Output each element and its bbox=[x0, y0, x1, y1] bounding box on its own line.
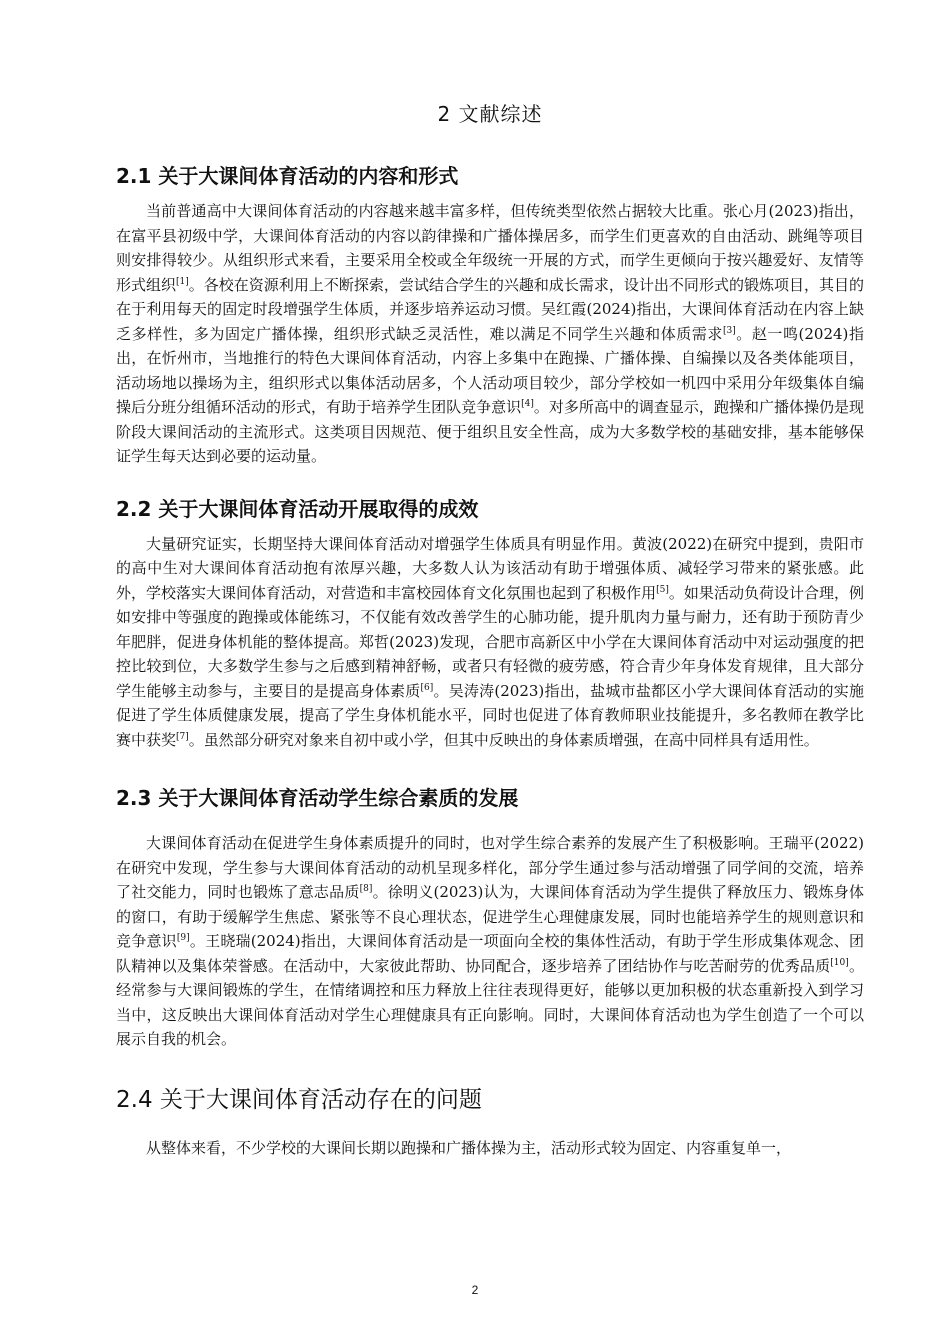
page-content bbox=[116, 98, 864, 1184]
citation-marker: [9] bbox=[176, 933, 190, 943]
section-2-1 bbox=[116, 160, 864, 469]
section-title: 2.3 关于大课间体育活动学生综合素质的发展 bbox=[116, 786, 519, 810]
paragraph-text: 大量研究证实，长期坚持大课间体育活动对增强学生体质具有明显作用。黄波(2022)在研究中提到，贵阳市的高中生对大课间体育活动抱有浓厚兴趣，大多数人认为该活动有助于增强体质、减轻学习带来的紧张感。此外，学校落实大课间体育活动，对营造和丰富校园体育文化氛围也起到了积极作用 bbox=[116, 534, 864, 602]
page-number: 2 bbox=[471, 1283, 479, 1297]
section-paragraph bbox=[116, 831, 864, 1052]
section-2-3 bbox=[116, 782, 864, 1052]
paragraph-text: 。王晓瑞(2024)指出，大课间体育活动是一项面向全校的集体性活动，有助于学生形成集体观念、团队精神以及集体荣誉感。在活动中，大家彼此帮助、协同配合，逐步培养了团结协作与吃苦耐劳的优秀品质 bbox=[116, 932, 864, 975]
paragraph-text: 。经常参与大课间锻炼的学生，在情绪调控和压力释放上往往表现得更好，能够以更加积极的状态重新投入到学习当中，这反映出大课间体育活动对学生心理健康具有正向影响。同时，大课间体育活动也为学生创造了一个可以展示自我的机会。 bbox=[116, 956, 864, 1048]
paragraph-text: 。虽然部分研究对象来自初中或小学，但其中反映出的身体素质增强，在高中同样具有适用性。 bbox=[188, 730, 819, 749]
citation-marker: [8] bbox=[359, 884, 373, 894]
paragraph-text: 。各校在资源利用上不断探索，尝试结合学生的兴趣和成长需求，设计出不同形式的锻炼项目，其目的在于利用每天的固定时段增强学生体质，并逐步培养运动习惯。吴红霞(2024)指出，大课间体育活动在内容上缺乏多样性，多为固定广播体操，组织形式缺乏灵活性，难以满足不同学生兴趣和体质需求 bbox=[116, 275, 864, 343]
paragraph-text: 当前普通高中大课间体育活动的内容越来越丰富多样，但传统类型依然占据较大比重。张心月(2023)指出，在富平县初级中学，大课间体育活动的内容以韵律操和广播体操居多，而学生们更喜欢的自由活动、跳绳等项目则安排得较少。从组织形式来看，主要采用全校或全年级统一开展的方式，而学生更倾向于按兴趣爱好、友情等形式组织 bbox=[116, 202, 864, 294]
citation-marker: [10] bbox=[830, 957, 849, 968]
section-title: 2.1 关于大课间体育活动的内容和形式 bbox=[116, 164, 459, 188]
paragraph-text: 。吴涛涛(2023)指出，盐城市盐都区小学大课间体育活动的实施促进了学生体质健康发展，提高了学生身体机能水平，同时也促进了体育教师职业技能提升，多名教师在教学比赛中获奖 bbox=[116, 681, 864, 749]
section-title: 2.2 关于大课间体育活动开展取得的成效 bbox=[116, 496, 479, 521]
section-paragraph bbox=[116, 199, 864, 469]
citation-marker: [3] bbox=[722, 325, 736, 336]
paragraph-text: 。徐明义(2023)认为，大课间体育活动为学生提供了释放压力、锻炼身体的窗口，有助于缓解学生焦虑、紧张等不良心理状态，促进学生心理健康发展，同时也能培养学生的规则意识和竞争意识 bbox=[116, 883, 864, 950]
citation-marker: [5] bbox=[656, 584, 669, 595]
citation-marker: [4] bbox=[521, 399, 534, 409]
paragraph-text: 。如果活动负荷设计合理，例如安排中等强度的跑操或体能练习，不仅能有效改善学生的心肺功能，提升肌肉力量与耐力，还有助于预防青少年肥胖，促进身体机能的整体提高。郑哲(2023)发现，合肥市高新区中小学在大课间体育活动中对运动强度的把控比较到位，大多数学生参与之后感到精神舒畅，或者只有轻微的疲劳感，符合青少年身体发育规律，且大部分学生能够主动参与，主要目的是提高身体素质 bbox=[116, 583, 864, 700]
chapter-title: 2 文献综述 bbox=[437, 102, 543, 126]
section-paragraph bbox=[116, 532, 864, 753]
paragraph-text: 大课间体育活动在促进学生身体素质提升的同时，也对学生综合素养的发展产生了积极影响。王瑞平(2022)在研究中发现，学生参与大课间体育活动的动机呈现多样化，部分学生通过参与活动增强了同学间的交流，培养了社交能力，同时也锻炼了意志品质 bbox=[116, 834, 864, 901]
citation-marker: [6] bbox=[420, 682, 434, 693]
section-paragraph bbox=[116, 1136, 864, 1161]
section-2-2 bbox=[116, 493, 864, 753]
citation-marker: [1] bbox=[176, 276, 189, 287]
paragraph-text: 。赵一鸣(2024)指出，在忻州市，当地推行的特色大课间体育活动，内容上多集中在跑操、广播体操、自编操以及各类体能项目，活动场地以操场为主，组织形式以集体活动居多，个人活动项目较少，部分学校如一机四中采用分年级集体自编操后分班分组循环活动的形式，有助于培养学生团队竞争意识 bbox=[116, 324, 864, 416]
section-title: 2.4 关于大课间体育活动存在的问题 bbox=[116, 1086, 482, 1113]
paragraph-text: 从整体来看，不少学校的大课间长期以跑操和广播体操为主，活动形式较为固定、内容重复单一， bbox=[146, 1138, 792, 1157]
section-2-4 bbox=[116, 1082, 864, 1161]
citation-marker: [7] bbox=[176, 731, 189, 742]
paragraph-text: 。对多所高中的调查显示，跑操和广播体操仍是现阶段大课间活动的主流形式。这类项目因规范、便于组织且安全性高，成为大多数学校的基础安排，基本能够保证学生每天达到必要的运动量。 bbox=[116, 398, 864, 465]
